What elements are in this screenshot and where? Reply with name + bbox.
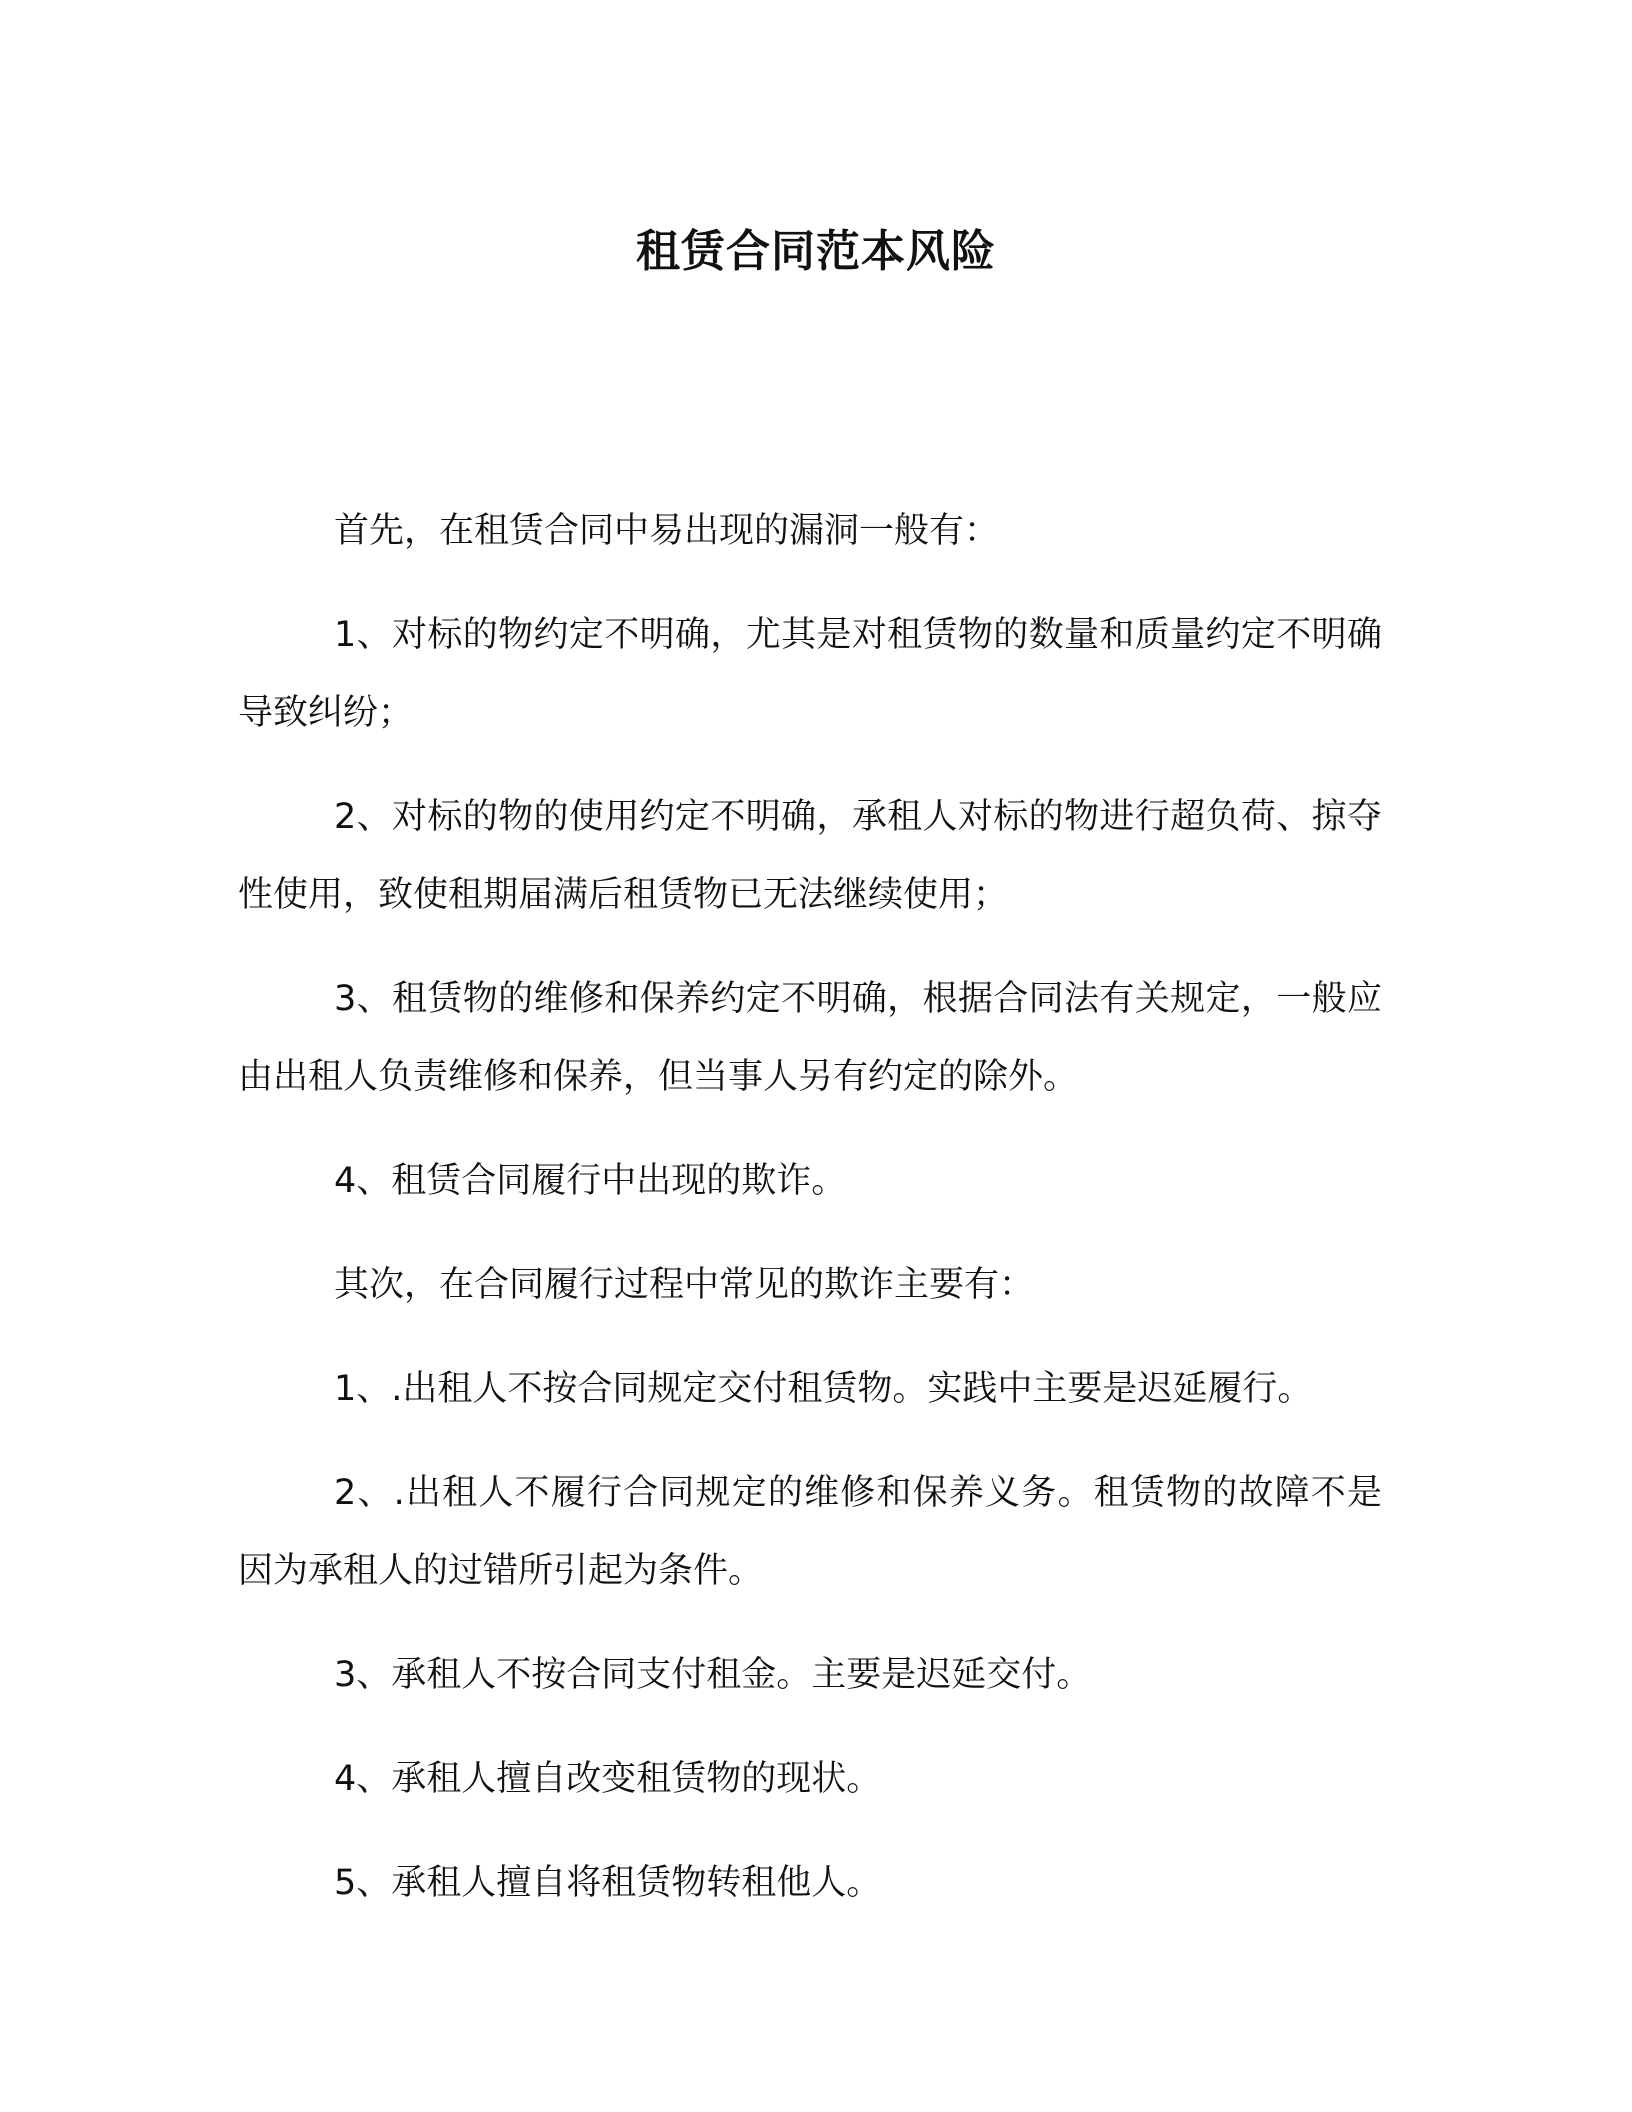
document-body [238,492,1382,1948]
paragraph-item-2: 2、对标的物的使用约定不明确，承租人对标的物进行超负荷、掠夺性使用，致使租期届满后租赁物已无法继续使用； [238,797,1382,915]
paragraph-item-3: 3、租赁物的维修和保养约定不明确，根据合同法有关规定，一般应由出租人负责维修和保养，但当事人另有约定的除外。 [238,979,1382,1097]
paragraph-fraud-item-1: 1、.出租人不按合同规定交付租赁物。实践中主要是迟延履行。 [334,1369,1313,1409]
paragraph-item-1: 1、对标的物约定不明确，尤其是对租赁物的数量和质量约定不明确导致纠纷； [238,615,1382,733]
paragraph-item-4: 4、租赁合同履行中出现的欺诈。 [334,1161,847,1201]
paragraph-intro-fraud: 其次，在合同履行过程中常见的欺诈主要有： [334,1265,1035,1305]
paragraph-intro-loopholes: 首先，在租赁合同中易出现的漏洞一般有： [334,511,1000,551]
document-title: 租赁合同范本风险 [636,226,996,277]
paragraph-fraud-item-4: 4、承租人擅自改变租赁物的现状。 [334,1759,882,1799]
paragraph-fraud-item-2: 2、.出租人不履行合同规定的维修和保养义务。租赁物的故障不是因为承租人的过错所引起为条件。 [238,1473,1382,1591]
paragraph-fraud-item-3: 3、承租人不按合同支付租金。主要是迟延交付。 [334,1655,1092,1695]
paragraph-fraud-item-5: 5、承租人擅自将租赁物转租他人。 [334,1863,882,1903]
